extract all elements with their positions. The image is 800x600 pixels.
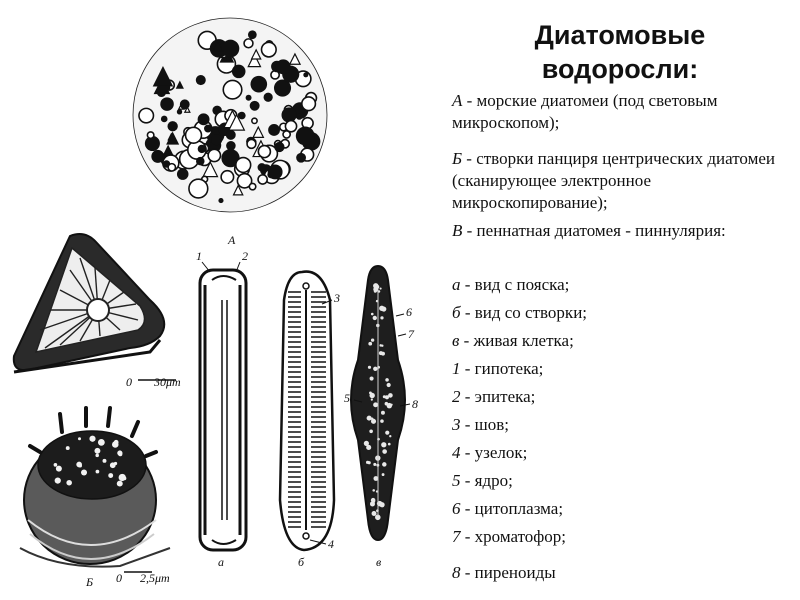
diatom-cell — [247, 139, 256, 148]
cell-speck — [385, 395, 389, 399]
cell-speck — [381, 442, 386, 447]
legend-key: 8 — [452, 563, 461, 582]
diatom-cell — [161, 116, 168, 123]
scale-zero-top: 0 — [126, 375, 132, 389]
legend-item — [452, 148, 797, 214]
legend-text: - ядро; — [460, 471, 513, 490]
legend-key: А — [452, 91, 463, 110]
legend-item — [452, 526, 797, 548]
legend-text: - узелок; — [460, 443, 528, 462]
diatom-cell — [296, 113, 302, 119]
label-v: в — [376, 555, 382, 569]
cell-speck — [380, 419, 384, 423]
legend-text: - створки панциря центрических диатомеи (сканирующее электронное микроскопирование); — [452, 149, 775, 212]
label-B: Б — [86, 575, 94, 589]
legend-text: - пеннатная диатомея - пиннулярия: — [462, 221, 726, 240]
diatom-cell — [177, 109, 182, 114]
label-2: 2 — [242, 249, 248, 263]
legend-key: 1 — [452, 359, 461, 378]
legend-key: Б — [452, 149, 463, 168]
legend-key: 6 — [452, 499, 461, 518]
legend-item — [452, 90, 797, 134]
legend-key: 4 — [452, 443, 461, 462]
label-4: 4 — [328, 537, 334, 551]
frustule-spot — [89, 436, 95, 442]
frustule-spot — [103, 459, 107, 463]
frustule-spot — [110, 462, 116, 468]
diatom-cell — [196, 157, 204, 165]
legend-text: - живая клетка; — [459, 331, 574, 350]
frustule-spot — [78, 464, 82, 468]
cell-speck — [371, 338, 374, 341]
cell-speck — [379, 351, 383, 355]
cell-speck — [367, 416, 372, 421]
cell-speck — [380, 288, 382, 290]
legend-key: 5 — [452, 471, 461, 490]
legend-key: в — [452, 331, 460, 350]
legend-item — [452, 302, 797, 324]
diatom-cell — [221, 171, 233, 183]
diatom-cell — [296, 126, 315, 145]
frustule-spot — [66, 480, 72, 486]
page-title: Диатомовые водоросли: — [534, 20, 706, 84]
frustule-spot — [56, 466, 62, 472]
legend-item — [452, 386, 797, 408]
frustule-spine — [60, 414, 62, 432]
cell-speck — [380, 316, 383, 319]
legend-key: В — [452, 221, 463, 240]
label-b: б — [298, 555, 305, 569]
legend-item — [452, 470, 797, 492]
frustule-spot — [112, 441, 119, 448]
diatom-cell — [252, 118, 257, 123]
cell-speck — [371, 498, 376, 503]
scale-zero-bottom: 0 — [116, 571, 122, 585]
diatom-cell — [198, 113, 210, 125]
diatom-cell — [222, 40, 240, 58]
label-A: А — [228, 233, 236, 247]
diatom-cell — [276, 59, 291, 74]
cell-speck — [371, 313, 374, 316]
diatom-cell — [302, 97, 316, 111]
scale-label-bottom: 2,5μm — [140, 571, 170, 585]
frustule-spot — [66, 446, 70, 450]
frustule-spot — [55, 478, 61, 484]
diatom-cell — [204, 125, 212, 133]
label-5: 5 — [344, 391, 350, 405]
legend-text: - цитоплазма; — [460, 499, 564, 518]
legend-text: - эпитека; — [460, 387, 536, 406]
diatom-cell — [285, 121, 296, 132]
legend-item — [452, 274, 797, 296]
legend-key: 3 — [452, 415, 461, 434]
cell-speck — [373, 402, 378, 407]
legend-item — [452, 498, 797, 520]
diatom-cell — [244, 39, 253, 48]
diatom-cell — [226, 130, 236, 140]
diatom-cell — [168, 164, 175, 171]
frustule-spot — [78, 437, 81, 440]
cell-speck — [374, 513, 376, 515]
legend-text: - шов; — [460, 415, 510, 434]
cell-speck — [373, 367, 377, 371]
frustule-spine — [30, 446, 40, 452]
legend-text: - гипотека; — [460, 359, 544, 378]
cell-speck — [364, 441, 369, 446]
cell-speck — [369, 429, 373, 433]
frustule-spot — [54, 463, 58, 467]
cell-speck — [385, 431, 389, 435]
cell-speck — [388, 443, 391, 446]
frustule-spot — [98, 439, 105, 446]
cell-speck — [368, 461, 371, 464]
diatom-cell — [198, 145, 206, 153]
diatom-cell — [196, 75, 206, 85]
frustule-spot — [123, 476, 127, 480]
diatom-cell — [296, 153, 306, 163]
label-7: 7 — [408, 327, 414, 341]
diatom-cell — [238, 112, 243, 117]
cell-speck — [368, 366, 371, 369]
diatom-cell — [218, 198, 223, 203]
diatom-cell — [250, 76, 267, 93]
cell-speck — [385, 378, 389, 382]
diatom-cell — [189, 179, 208, 198]
cell-speck — [389, 435, 391, 437]
cell-speck — [381, 344, 383, 346]
diatom-cell — [264, 93, 273, 102]
cell-speck — [370, 376, 374, 380]
diatom-cell — [268, 124, 280, 136]
label-a: а — [218, 555, 224, 569]
cell-speck — [379, 502, 384, 507]
cell-speck — [372, 489, 375, 492]
cell-speck — [368, 342, 372, 346]
frustule-spot — [108, 473, 113, 478]
diatom-cell — [177, 168, 189, 180]
frustule-spine — [132, 422, 138, 436]
cylindrical-diatom-frustule — [20, 408, 170, 567]
cell-speck — [381, 411, 385, 415]
valve-view — [280, 272, 334, 550]
girdle-view — [200, 270, 246, 550]
diatom-cell — [208, 149, 220, 161]
legend-item — [452, 562, 797, 584]
label-6: 6 — [406, 305, 412, 319]
legend-text: - морские диатомеи (под световым микроскопом); — [452, 91, 718, 132]
frustule-spine — [108, 408, 110, 426]
diatom-cell — [274, 142, 284, 152]
cell-speck — [381, 306, 386, 311]
legend-text: - пиреноиды — [460, 563, 556, 582]
diatom-cell — [139, 108, 153, 122]
legend-item — [452, 442, 797, 464]
legend-item — [452, 330, 797, 352]
frustule-spot — [81, 470, 87, 476]
diatom-cell — [151, 150, 164, 163]
label-1: 1 — [196, 249, 202, 263]
legend-item — [452, 358, 797, 380]
legend-key: б — [452, 303, 461, 322]
cell-speck — [382, 473, 385, 476]
cell-speck — [382, 462, 386, 466]
cell-speck — [373, 463, 376, 466]
frustule-spine — [146, 452, 156, 456]
diatom-cell — [258, 163, 267, 172]
frustule-spot — [96, 470, 100, 474]
diatom-cell — [236, 158, 251, 173]
diatom-cell — [147, 132, 153, 138]
diatom-cell — [268, 164, 283, 179]
diatom-cell — [186, 127, 202, 143]
marine-diatoms-circle — [133, 18, 327, 212]
frustule-spot — [95, 454, 99, 458]
frustule-spot — [94, 448, 100, 454]
diatom-cell — [249, 183, 255, 189]
cell-speck — [387, 403, 392, 408]
diatom-cell — [258, 146, 270, 158]
cell-speck — [382, 449, 387, 454]
diatom-cell — [250, 101, 260, 111]
diatom-cell — [246, 95, 252, 101]
frustule-spot — [117, 450, 122, 455]
diatom-cell — [160, 97, 174, 111]
legend-text: - вид со створки; — [460, 303, 588, 322]
cell-speck — [373, 316, 377, 320]
diatom-cell — [211, 134, 222, 145]
living-cell — [351, 266, 405, 540]
diatom-cell — [223, 80, 242, 99]
scale-label-top: 30μm — [154, 375, 181, 389]
diatom-cell — [248, 30, 257, 39]
legend-text: - хроматофор; — [460, 527, 567, 546]
cell-speck — [369, 391, 372, 394]
legend-key: 7 — [452, 527, 461, 546]
cell-speck — [391, 404, 393, 406]
legend-item — [452, 220, 797, 242]
triangular-diatom-valve — [14, 234, 164, 372]
diatom-cell — [262, 42, 277, 57]
legend-key: а — [452, 275, 461, 294]
label-8: 8 — [412, 397, 418, 411]
cell-speck — [371, 399, 373, 401]
label-3: 3 — [334, 291, 340, 305]
cell-speck — [387, 383, 391, 387]
legend-item — [452, 414, 797, 436]
legend-key: 2 — [452, 387, 461, 406]
diatom-cell — [258, 175, 267, 184]
frustule-spot — [117, 481, 123, 487]
legend-text: - вид с пояска; — [460, 275, 570, 294]
diatom-cell — [303, 72, 308, 77]
diatom-cell — [168, 121, 178, 131]
diatom-cell — [232, 65, 246, 79]
